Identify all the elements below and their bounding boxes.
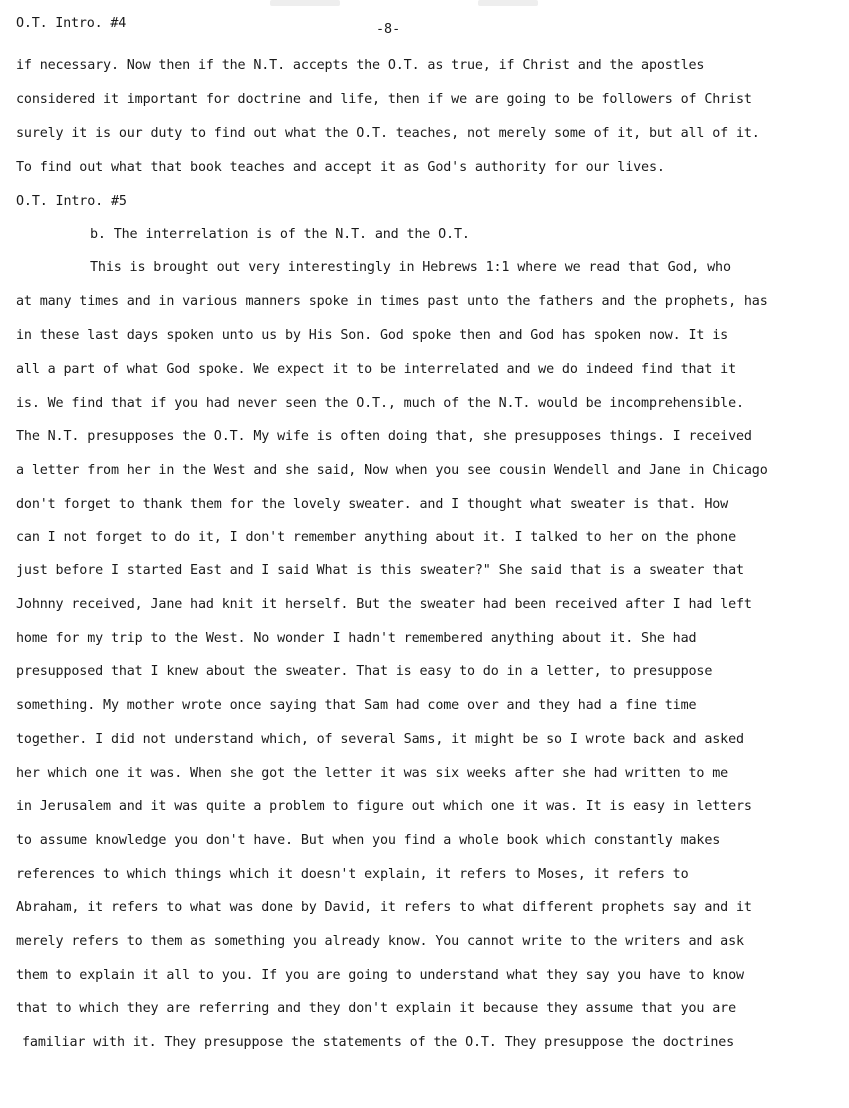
text-line: that to which they are referring and they don't explain it because they assume that you are (16, 1001, 736, 1016)
text-line: Abraham, it refers to what was done by David, it refers to what different prophets say and it (16, 900, 752, 915)
text-line: to assume knowledge you don't have. But when you find a whole book which constantly makes (16, 833, 721, 848)
text-line: home for my trip to the West. No wonder I hadn't remembered anything about it. She had (16, 631, 697, 646)
text-line: surely it is our duty to find out what the O.T. teaches, not merely some of it, but all of it. (16, 126, 760, 141)
paper-smudge-top (270, 0, 340, 6)
text-line: Johnny received, Jane had knit it herself. But the sweater had been received after I had left (16, 597, 752, 612)
text-line: all a part of what God spoke. We expect it to be interrelated and we do indeed find that it (16, 362, 736, 377)
text-line: presupposed that I knew about the sweater. That is easy to do in a letter, to presuppose (16, 664, 713, 679)
text-line: is. We find that if you had never seen the O.T., much of the N.T. would be incomprehensible. (16, 396, 744, 411)
text-line: considered it important for doctrine and life, then if we are going to be followers of Christ (16, 92, 752, 107)
subheading: b. The interrelation is of the N.T. and the O.T. (90, 227, 470, 242)
text-line: merely refers to them as something you already know. You cannot write to the writers and ask (16, 934, 744, 949)
text-line: a letter from her in the West and she said, Now when you see cousin Wendell and Jane in Chicago (16, 463, 768, 478)
section-label: O.T. Intro. #4 (16, 16, 127, 31)
text-line: The N.T. presupposes the O.T. My wife is often doing that, she presupposes things. I received (16, 429, 752, 444)
text-line: can I not forget to do it, I don't remember anything about it. I talked to her on the phone (16, 530, 736, 545)
section-marker: O.T. Intro. #5 (16, 194, 127, 209)
text-line: don't forget to thank them for the lovely sweater. and I thought what sweater is that. How (16, 497, 729, 512)
text-line: in Jerusalem and it was quite a problem to figure out which one it was. It is easy in letters (16, 799, 752, 814)
text-line: her which one it was. When she got the letter it was six weeks after she had written to me (16, 766, 729, 781)
page-number: -8- (376, 22, 401, 37)
paper-smudge-top-right (478, 0, 538, 6)
text-line: in these last days spoken unto us by His Son. God spoke then and God has spoken now. It is (16, 328, 729, 343)
text-line: references to which things which it doesn't explain, it refers to Moses, it refers to (16, 867, 689, 882)
text-line: them to explain it all to you. If you are going to understand what they say you have to know (16, 968, 744, 983)
text-line: something. My mother wrote once saying that Sam had come over and they had a fine time (16, 698, 697, 713)
text-line: if necessary. Now then if the N.T. accepts the O.T. as true, if Christ and the apostles (16, 58, 705, 73)
text-line: at many times and in various manners spoke in times past unto the fathers and the prophets, has (16, 294, 768, 309)
text-line: together. I did not understand which, of several Sams, it might be so I wrote back and asked (16, 732, 744, 747)
text-line: familiar with it. They presuppose the statements of the O.T. They presuppose the doctrines (22, 1035, 735, 1050)
text-line: just before I started East and I said What is this sweater?" She said that is a sweater that (16, 563, 744, 578)
text-line: To find out what that book teaches and accept it as God's authority for our lives. (16, 160, 665, 175)
text-line: This is brought out very interestingly in Hebrews 1:1 where we read that God, who (90, 260, 731, 275)
